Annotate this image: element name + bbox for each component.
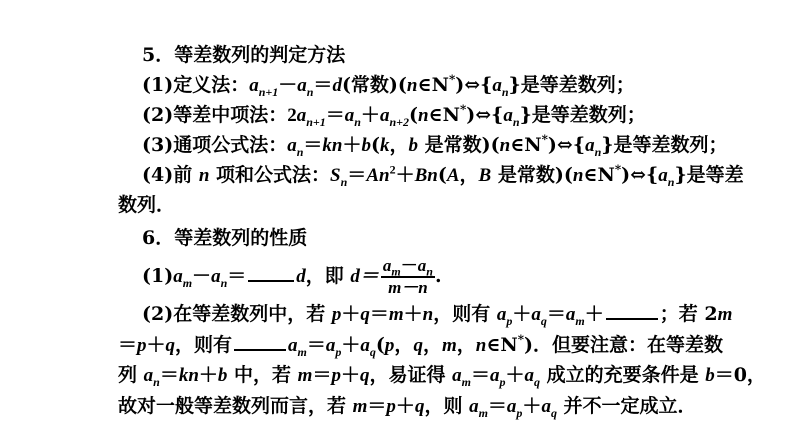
comma: ， xyxy=(394,334,414,356)
equals: ＝ xyxy=(312,364,332,386)
math-sub: m xyxy=(461,374,471,389)
item-6-2-line-4 xyxy=(118,393,697,420)
math-a: a xyxy=(344,105,355,126)
math-a: a xyxy=(173,266,183,287)
text: 项和公式法： xyxy=(209,164,331,186)
text: ( xyxy=(371,134,380,156)
math-sub: n xyxy=(296,144,304,159)
plus: ＋ xyxy=(341,334,361,356)
equals: ＝ xyxy=(159,364,179,386)
math-a: a xyxy=(524,365,534,386)
text: 成立的充要条件是 xyxy=(539,364,706,386)
plus: ＋ xyxy=(584,303,604,325)
math-a: a xyxy=(382,256,392,275)
math-q: q xyxy=(414,396,425,417)
math-n: n xyxy=(572,165,584,186)
math-kn: kn xyxy=(178,365,199,386)
math-sub: n+1 xyxy=(306,114,326,129)
section-6-heading xyxy=(142,225,307,251)
minus: － xyxy=(278,74,298,96)
math-sub: n xyxy=(153,374,160,389)
equals: ＝ xyxy=(303,134,323,156)
item-5-4-continuation xyxy=(118,192,175,218)
item-6-2-line-1 xyxy=(142,300,732,328)
item-5-3 xyxy=(142,132,727,159)
equals: ＝ xyxy=(325,104,345,126)
text: }是等差数列； xyxy=(601,134,728,156)
math-a: a xyxy=(506,396,517,417)
math-n: n xyxy=(422,304,434,325)
math-p: p xyxy=(386,396,396,417)
math-m: m xyxy=(297,365,313,386)
item-prefix: (1)定义法： xyxy=(142,74,250,96)
text: )．但要注意：在等差数 xyxy=(524,334,724,356)
item-6-1 xyxy=(142,256,442,296)
text: 是常数)( xyxy=(491,164,573,186)
plus: ＋ xyxy=(505,364,525,386)
equals: ＝ xyxy=(306,334,326,356)
plus: ＋ xyxy=(512,303,532,325)
plus: ＋ xyxy=(395,164,415,186)
star: * xyxy=(448,72,456,87)
text: ( xyxy=(408,104,418,126)
text: 中，若 xyxy=(227,364,298,386)
math-sub: n xyxy=(220,275,228,290)
math-a: a xyxy=(585,135,595,156)
period: . xyxy=(434,265,442,287)
math-a: a xyxy=(496,304,507,325)
math-b: b xyxy=(361,135,371,156)
math-sub: n xyxy=(667,174,675,189)
item-5-4 xyxy=(142,162,744,189)
math-sub: q xyxy=(533,374,540,389)
plus: ＋ xyxy=(360,104,380,126)
math-b: b xyxy=(705,365,715,386)
math-sub: n xyxy=(512,114,520,129)
math-sub: n xyxy=(306,84,314,99)
text: ，则有 xyxy=(175,334,233,356)
math-a: a xyxy=(503,105,513,126)
text: ，则有 xyxy=(433,303,497,325)
math-2: 2 xyxy=(287,105,297,126)
math-a: a xyxy=(531,304,541,325)
math-a: a xyxy=(469,396,479,417)
text: }是等差 xyxy=(674,164,744,186)
plus: ＋ xyxy=(403,303,423,325)
item-6-2-line-3 xyxy=(118,362,766,389)
math-B: B xyxy=(478,165,492,186)
item-5-1 xyxy=(142,72,635,99)
text: }是等差数列； xyxy=(508,74,635,96)
plus: ＋ xyxy=(395,395,415,417)
in-N: ∈N xyxy=(510,134,542,156)
iff: )⇔{ xyxy=(466,104,504,126)
math-a: a xyxy=(452,365,462,386)
math-a: a xyxy=(287,135,297,156)
math-sub: n xyxy=(354,114,361,129)
plus: ＋ xyxy=(340,364,360,386)
text: ，则 xyxy=(424,395,470,417)
math-S: S xyxy=(330,165,341,186)
math-a: a xyxy=(565,304,576,325)
math-a: a xyxy=(249,75,259,96)
equals: ＝ xyxy=(347,164,367,186)
math-sup: 2 xyxy=(389,162,396,177)
math-q: q xyxy=(359,365,370,386)
math-d-equals: d＝ xyxy=(350,266,379,287)
math-a: a xyxy=(489,365,500,386)
iff: )⇔{ xyxy=(621,164,659,186)
math-b: b xyxy=(408,135,419,156)
item-prefix: (4)前 xyxy=(142,164,199,186)
math-sub: n xyxy=(501,84,509,99)
star: * xyxy=(517,332,525,347)
text: ，易证得 xyxy=(369,364,453,386)
plus: ＋ xyxy=(198,364,218,386)
math-p: p xyxy=(137,335,147,356)
math-m: m xyxy=(717,304,733,325)
equals: ＝ xyxy=(118,334,138,356)
math-m: m xyxy=(388,304,404,325)
math-q: q xyxy=(413,335,423,356)
comma: ， xyxy=(422,334,442,356)
math-sub: p xyxy=(335,344,342,359)
math-sub: p xyxy=(499,374,506,389)
math-sub: n xyxy=(426,264,433,279)
fraction-numerator xyxy=(381,256,435,278)
math-sub: q xyxy=(540,313,547,328)
item-prefix: (1) xyxy=(142,265,174,287)
text: 数列． xyxy=(118,194,176,216)
equals: ＝ xyxy=(470,364,490,386)
equals: ＝ xyxy=(369,303,389,325)
math-sub: m xyxy=(575,313,585,328)
in-N: ∈N xyxy=(486,334,518,356)
comma: ， xyxy=(459,164,479,186)
math-a: a xyxy=(297,75,307,96)
item-6-2-line-2 xyxy=(118,331,723,359)
text: }是等差数列； xyxy=(519,104,646,126)
math-a: a xyxy=(492,75,502,96)
item-prefix: (3)通项公式法： xyxy=(142,134,288,156)
fraction xyxy=(381,256,435,298)
math-sub: n xyxy=(594,144,602,159)
math-m: m xyxy=(352,396,368,417)
math-sub: n xyxy=(340,174,348,189)
star: * xyxy=(459,102,467,117)
equals: ＝ xyxy=(227,265,247,287)
in-N: ∈N xyxy=(583,164,615,186)
math-d: d xyxy=(332,75,342,96)
math-sub: p xyxy=(506,313,513,328)
fraction-denominator: m－n xyxy=(388,278,428,297)
math-m: m xyxy=(441,335,457,356)
math-p: p xyxy=(384,335,395,356)
fill-in-blank[interactable] xyxy=(248,262,294,282)
text: 故对一般等差数列而言，若 xyxy=(118,395,353,417)
text: ，即 xyxy=(305,265,351,287)
equals: ＝ xyxy=(313,74,333,96)
text: ( xyxy=(375,334,385,356)
star: * xyxy=(614,162,622,177)
math-k: k xyxy=(380,135,390,156)
math-p: p xyxy=(331,365,341,386)
math-sub: m xyxy=(297,344,307,359)
math-a: a xyxy=(325,335,336,356)
math-n: n xyxy=(475,335,487,356)
fill-in-blank[interactable] xyxy=(606,300,658,320)
math-a: a xyxy=(211,266,221,287)
comma: ， xyxy=(389,134,409,156)
minus: － xyxy=(400,256,418,275)
iff: )⇔{ xyxy=(455,74,493,96)
equals: ＝ xyxy=(487,395,507,417)
plus: ＋ xyxy=(342,134,362,156)
minus: － xyxy=(192,265,212,287)
fill-in-blank[interactable] xyxy=(234,331,286,351)
math-a: a xyxy=(541,396,551,417)
iff: )⇔{ xyxy=(547,134,586,156)
text: ；若 2 xyxy=(659,303,718,325)
math-a: a xyxy=(143,365,154,386)
math-sub: n+1 xyxy=(258,84,279,99)
text: ＝0， xyxy=(714,364,766,386)
equals: ＝ xyxy=(546,303,566,325)
math-q: q xyxy=(165,335,176,356)
math-sub: m xyxy=(391,264,401,279)
text: 是常数)( xyxy=(418,134,500,156)
math-a: a xyxy=(379,105,390,126)
math-n: n xyxy=(406,75,418,96)
math-kn: kn xyxy=(322,135,343,156)
math-sub: m xyxy=(182,275,193,290)
math-sub: p xyxy=(516,405,523,420)
math-sub: q xyxy=(550,405,557,420)
section-5-heading xyxy=(142,42,345,68)
math-n: n xyxy=(198,165,210,186)
comma: ， xyxy=(456,334,476,356)
math-sub: n+2 xyxy=(389,114,409,129)
text: (2)在等差数列中，若 xyxy=(142,303,332,325)
math-a: a xyxy=(417,256,427,275)
text: ( xyxy=(437,164,447,186)
text: 并不一定成立． xyxy=(556,395,697,417)
math-d: d xyxy=(296,266,306,287)
heading-text: 6．等差数列的性质 xyxy=(142,227,308,249)
plus: ＋ xyxy=(146,334,166,356)
item-prefix: (2)等差中项法： xyxy=(142,104,288,126)
heading-text: 5．等差数列的判定方法 xyxy=(142,44,346,66)
math-sub: q xyxy=(369,344,376,359)
math-q: q xyxy=(360,304,370,325)
in-N: ∈N xyxy=(417,74,449,96)
math-a: a xyxy=(296,105,307,126)
equals: ＝ xyxy=(367,395,387,417)
math-An: An xyxy=(366,165,390,186)
math-a: a xyxy=(360,335,370,356)
math-sub: m xyxy=(478,405,488,420)
plus: ＋ xyxy=(341,303,361,325)
math-Bn: Bn xyxy=(414,165,438,186)
plus: ＋ xyxy=(522,395,542,417)
math-n: n xyxy=(417,105,429,126)
text: 列 xyxy=(118,364,144,386)
math-n: n xyxy=(499,135,511,156)
math-b: b xyxy=(217,365,228,386)
item-5-2 xyxy=(142,102,646,129)
in-N: ∈N xyxy=(428,104,460,126)
math-A: A xyxy=(446,165,460,186)
math-a: a xyxy=(288,335,298,356)
math-p: p xyxy=(331,304,342,325)
star: * xyxy=(541,132,548,147)
text: (常数)( xyxy=(341,74,407,96)
math-a: a xyxy=(658,165,668,186)
